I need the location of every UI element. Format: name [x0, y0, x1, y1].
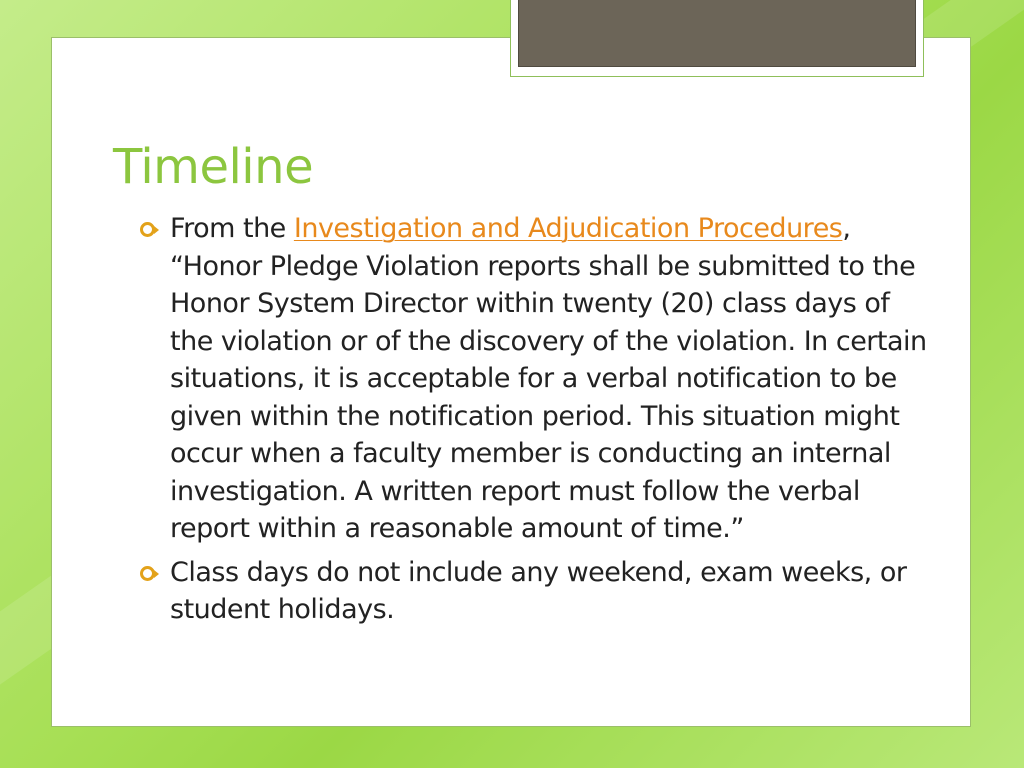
circle-arrow-bullet-icon: [140, 222, 155, 237]
bullet-item: [140, 554, 930, 629]
bullet-text: Class days do not include any weekend, exam weeks, or student holidays.: [170, 556, 907, 625]
bullet-prefix: From the: [170, 213, 294, 244]
slide-title: Timeline: [113, 139, 314, 195]
slide-content: [140, 210, 930, 635]
photo-frame: [510, 0, 924, 77]
circle-arrow-bullet-icon: [140, 566, 155, 581]
bullet-quote-text: , “Honor Pledge Violation reports shall be submitted to the Honor System Director within twenty (20) class days of the violation or of the discovery of the violation. In certain situations, it is acceptable for a verbal notification to be given within the notification period. This situation might occur when a faculty member is conducting an internal investigation. A written report must follow the verbal report within a reasonable amount of time.”: [170, 213, 927, 544]
procedures-link[interactable]: Investigation and Adjudication Procedures: [293, 213, 843, 244]
photo-placeholder: [518, 0, 916, 67]
bullet-item: [140, 210, 930, 548]
